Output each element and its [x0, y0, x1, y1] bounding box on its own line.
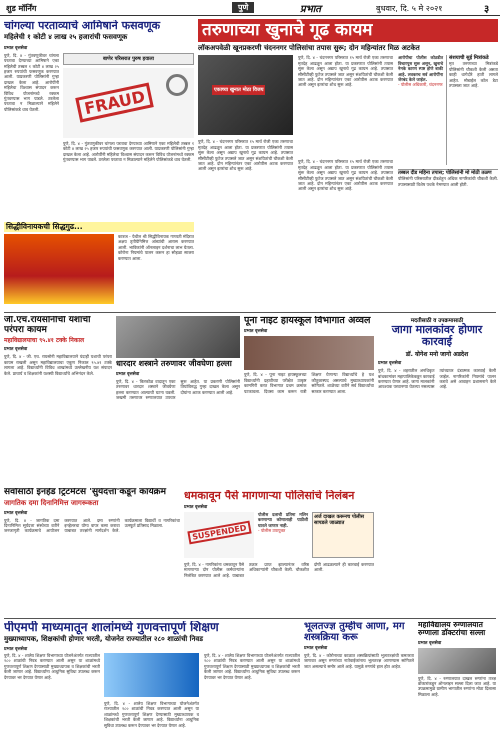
story-murder-headline: तरुणाच्या खुनाचे गूढ कायम: [202, 20, 373, 40]
story-asthma-headline: सर्वासाठी इनहेड ट्रिटमेंटस 'सुर्यदत्ता'कडून कार्यक्रम: [4, 488, 166, 497]
divider: [4, 312, 496, 313]
story-anaesthetist-headline: भूलतज्ज्ञ तुम्हीच आणा, मग शस्त्रक्रिया करू: [304, 621, 405, 643]
masthead-date: बुधवार, दि. ५ मे २०२१: [376, 4, 443, 13]
police-inset: [312, 512, 374, 558]
story-asthma-body: पुणे, दि. ४ - जागतिक दमा दिनानिमित्त सूर्यदत्ता संस्थेच्या वतीने जनजागृती कार्यक्रमाचे आयोजन करण्यात आले. दमा रुग्णांनी इनहेलरचा योग्य वापर कसा करावा याबाबत तज्ज्ञांनी मार्गदर्शन केले. कार्यक्रमाला विद्यार्थी व नागरिकांचा उत्स्फूर्त प्रतिसाद मिळाला.: [4, 517, 180, 534]
story-fraud: [4, 20, 194, 210]
masthead-left: शुड मॉर्निंग: [6, 4, 37, 13]
murder-box2: [398, 169, 498, 264]
story-attack: [116, 316, 240, 486]
page-number: ३: [484, 4, 490, 15]
murder-quote: [398, 55, 443, 165]
masthead-city: पुणे: [232, 2, 254, 13]
story-pmp-byline: प्रभात वृत्तसेवा: [4, 646, 28, 652]
story-temple: [4, 222, 194, 310]
story-murder-body-a: पुणे, दि. ४ - चंदननगर परिसरात १५ मार्च रोजी एका तरुणाचा मृतदेह आढळून आला होता. या प्रकरणात पोलिसांनी तपास सुरू केला असून अद्याप खुनाचे गूढ कायम आहे. तपासात सीसीटीव्ही फुटेज तपासले जात असून संशयितांची चौकशी केली जात आहे. दोन महिन्यांनंतर एका आरोपीस अटक करण्यात आली असून इतरांचा शोध सुरू आहे.: [298, 55, 393, 88]
masthead-paper: प्रभात: [300, 4, 322, 15]
story-night-school-headline: पूना नाइट हायस्कूल विभागात अव्वल: [244, 316, 371, 326]
fraud-sidebar-title: बाणेर परिसरात पुरुष हवाला: [63, 53, 194, 65]
story-asthma-subhead: जागतिक दमा दिनानिमित्त जागरूकता: [4, 498, 99, 507]
masthead: [0, 0, 500, 16]
story-raisoni-subhead: महाविद्यालयाचा ९५.४१ टक्के निकाल: [4, 336, 85, 344]
story-attack-byline: प्रभात वृत्तसेवा: [116, 371, 140, 377]
story-asthma: [4, 488, 180, 616]
story-land-owners-body: पुणे, दि. ४ - शहरातील अनधिकृत बांधकामांवर महापालिकेकडून कारवाई करण्यात येणार आहे. जागा मालकांनी आवश्यक परवानग्या घेतल्या नसल्यास त्यांच्यावर दंडात्मक कारवाई केली जाईल. नागरिकांनी नियमांचे पालन करावे असे आवाहन प्रशासनाने केले आहे.: [378, 368, 496, 390]
story-night-school: [244, 316, 374, 486]
story-pmp-headline: पीएमपी माध्यमातून शालांमध्ये गुणवत्तापूर्ण शिक्षण: [4, 621, 219, 634]
story-anaesthetist: [304, 621, 414, 753]
handcuff-icon: [166, 74, 188, 96]
story-pmp-body-c: पुणे, दि. ४ - शालेय शिक्षण विभागाच्या योजनेअंतर्गत राज्यातील २८० शाळांची निवड करण्यात आली असून या शाळांमध्ये गुणवत्तापूर्ण शिक्षण देण्यासाठी मुख्याध्यापक व शिक्षकांची भरती केली जाणार आहे. विद्यार्थ्यांना आधुनिक सुविधा उपलब्ध करून देण्यावर भर देण्यात येणार आहे.: [204, 653, 300, 680]
night-school-photo: [244, 336, 374, 370]
murder-photo: [198, 55, 293, 135]
story-pmp-schools: [4, 621, 300, 753]
murder-photo-caption: एकाच्या खुनात मोठा विजय: [214, 87, 264, 94]
story-land-owners-byline: प्रभात वृत्तसेवा: [378, 361, 402, 367]
story-temple-body: कात्रज - येथील श्री सिद्धीविनायक गणपती मंदिरात अक्षय तृतीयेनिमित्त आंब्यांची आरास करण्यात आली. भाविकांनी ऑनलाइन दर्शनाचा लाभ घेतला. कोरोना नियमांचे पालन करून हा सोहळा साजरा करण्यात आला.: [118, 234, 194, 261]
suspended-image: [184, 512, 254, 558]
story-fraud-body-a: पुणे, दि. ४ - गुंतवणुकीवर चांगला परतावा देण्याच्या आमिषाने एका महिलेची तब्बल १ कोटी ४ लाख २५ हजार रुपयांची फसवणूक करण्यात आली. याप्रकरणी पोलिसांनी गुन्हा दाखल केला आहे. आरोपींनी महिलेचा विश्वास संपादन करून विविध योजनांमध्ये रक्कम गुंतवण्यास भाग पाडले. ठरलेला परतावा न मिळाल्याने महिलेने पोलिसांकडे धाव घेतली.: [4, 52, 59, 112]
story-college-hospital-body: पुणे, दि. ४ - रुग्णालयात दाखल रुग्णांना तज्ज्ञ डॉक्टरांकडून ऑनलाइन सल्ला दिला जात आहे. या उपक्रमामुळे ग्रामीण भागातील रुग्णांना मोठा दिलासा मिळाला आहे.: [418, 675, 496, 697]
murder-box2-title: तब्बल दीड महिना तपास; पोलिसांनी मो मोठी तळण: [398, 170, 492, 177]
suspended-stamp: SUSPENDED: [187, 521, 251, 545]
story-murder-banner: [198, 19, 498, 42]
story-land-owners-kicker: मदतीसाठी व उपक्रमासाठी: [410, 318, 464, 324]
temple-photo: [4, 234, 114, 304]
story-pmp-body-b: पुणे, दि. ४ - शालेय शिक्षण विभागाच्या योजनेअंतर्गत राज्यातील २८० शाळांची निवड करण्यात आली असून या शाळांमध्ये गुणवत्तापूर्ण शिक्षण देण्यासाठी मुख्याध्यापक व शिक्षकांची भरती केली जाणार आहे. विद्यार्थ्यांना आधुनिक सुविधा उपलब्ध करून देण्यावर भर देण्यात येणार आहे.: [104, 701, 199, 728]
story-murder: [198, 19, 498, 269]
murder-box: [446, 55, 498, 165]
story-raisoni: [4, 316, 112, 486]
divider: [4, 618, 496, 619]
story-anaesthetist-body: पुणे, दि. ४ - कोरोनाच्या काळात शस्त्रक्रियांसाठी भूलतज्ज्ञांची कमतरता जाणवत असून रुग्णांच्या नातेवाईकांनाच भूलतज्ज्ञ आणण्यास सांगितले जात असल्याचे समोर आले आहे. यामुळे रुग्णांचे हाल होत आहेत.: [304, 653, 414, 669]
police-quote-text: पोलीस दलाची प्रतिमा मलिन करणाऱ्या कोणालाही पाठीशी घातले जाणार नाही.: [258, 512, 308, 528]
story-murder-subhead: लॉकअपवेळी खूनप्रकरणी चंदननगर पोलिसांचा तपास सुरू; दोन महिन्यांतर मिळ अटकेत: [198, 43, 420, 52]
story-murder-body-c: पुणे, दि. ४ - चंदननगर परिसरात १५ मार्च रोजी एका तरुणाचा मृतदेह आढळून आला होता. या प्रकरणात पोलिसांनी तपास सुरू केला असून अद्याप खुनाचे गूढ कायम आहे. तपासात सीसीटीव्ही फुटेज तपासले जात असून संशयितांची चौकशी केली जात आहे. दोन महिन्यांनंतर एका आरोपीस अटक करण्यात आली असून इतरांचा शोध सुरू आहे.: [298, 159, 393, 192]
pmp-photo: [104, 653, 199, 697]
story-pmp-body-a: पुणे, दि. ४ - शालेय शिक्षण विभागाच्या योजनेअंतर्गत राज्यातील २८० शाळांची निवड करण्यात आली असून या शाळांमध्ये गुणवत्तापूर्ण शिक्षण देण्यासाठी मुख्याध्यापक व शिक्षकांची भरती केली जाणार आहे. विद्यार्थ्यांना आधुनिक सुविधा उपलब्ध करून देण्यावर भर देण्यात येणार आहे.: [4, 653, 100, 680]
story-temple-headline: सिद्धीविनायकची सिद्धगुढ...: [4, 222, 194, 232]
fraud-stamp: FRAUD: [75, 82, 154, 122]
murder-quote-text: आरोपीचा पोलीस कोठडीत विचारपूस सुरू असून, खुनाचे नेमके कारण स्पष्ट होणे बाकी आहे. लवकरच सर्व आरोपींना जेरबंद केले जाईल.: [398, 55, 443, 82]
story-police-headline: धमकावून पैसे मागणाऱ्या पोलिसांचे निलंबन: [184, 490, 355, 502]
story-fraud-body-b: पुणे, दि. ४ - गुंतवणुकीवर चांगला परतावा देण्याच्या आमिषाने एका महिलेची तब्बल १ कोटी ४ लाख २५ हजार रुपयांची फसवणूक करण्यात आली. याप्रकरणी पोलिसांनी गुन्हा दाखल केला आहे. आरोपींनी महिलेचा विश्वास संपादन करून विविध योजनांमध्ये रक्कम गुंतवण्यास भाग पाडले. ठरलेला परतावा न मिळाल्याने महिलेने पोलिसांकडे धाव घेतली.: [63, 140, 194, 162]
hospital-photo: [418, 648, 496, 674]
story-fraud-headline: चांगल्या परताव्याचे आमिषाने फसवणूक: [4, 20, 161, 32]
story-raisoni-byline: प्रभात वृत्तसेवा: [4, 347, 28, 353]
fraud-image: [63, 68, 194, 138]
story-fraud-byline: प्रभात वृत्तसेवा: [4, 45, 28, 51]
story-land-owners-headline: जागा मालकांवर होणार कारवाई: [391, 323, 483, 349]
murder-box-body: मृत तरुणाच्या मित्रांकडे पोलिसांनी चौकशी केली असता काही धागेदोरे हाती लागले आहेत. मोबाईल कॉल डेटा तपासला जात आहे.: [449, 61, 498, 88]
story-raisoni-headline: जी.एच.रायसोनीची यशाची परंपरा कायम: [4, 316, 91, 335]
story-college-hospital: [418, 621, 496, 753]
story-night-school-byline: प्रभात वृत्तसेवा: [244, 329, 268, 335]
police-quote-by: - पोलीस उपायुक्त: [258, 528, 286, 534]
story-police-suspended: [184, 490, 374, 616]
story-college-hospital-byline: प्रभात वृत्तसेवा: [418, 640, 442, 646]
story-anaesthetist-byline: प्रभात वृत्तसेवा: [304, 646, 328, 651]
story-asthma-byline: प्रभात वृत्तसेवा: [4, 510, 28, 516]
attack-photo: [116, 316, 240, 358]
murder-box-title: संशयाची सुई मित्रांकडे: [449, 55, 489, 62]
police-quote: [258, 512, 308, 558]
story-attack-headline: धारदार शस्त्राने तरुणावर जीवघेणा हल्ला: [116, 359, 232, 368]
murder-box2-body: पोलिसांनी परिसरातील दीडशेहून अधिक नागरिकांची चौकशी केली. तपासासाठी विशेष पथके नेमण्यात आली होती.: [398, 176, 498, 187]
murder-quote-by: - पोलीस अधिकारी, चंदननगर: [398, 82, 443, 88]
police-inset-title: अर्ज दाखल करूनच पोलीस सापडले जाळ्यात: [314, 514, 365, 526]
story-police-body: पुणे, दि. ४ - नागरिकांना धमकावून पैसे मागणाऱ्या दोन पोलीस कर्मचाऱ्यांना निलंबित करण्यात आले आहे. याबाबत तक्रार प्राप्त झाल्यानंतर वरिष्ठ अधिकाऱ्यांनी चौकशी केली. चौकशीत दोषी आढळल्याने ही कारवाई करण्यात आली.: [184, 562, 374, 578]
story-land-owners-author: डॉ. योगेश मनो जागो अडदेश: [405, 351, 469, 359]
story-night-school-body: पुणे, दि. ४ - पूना नाइट हायस्कूलच्या विद्यार्थ्यांनी दहावीच्या परीक्षेत उत्कृष्ट कामगिरी करत विभागात प्रथम क्रमांक पटकावला. दिवसा काम करून रात्री शिक्षण घेणाऱ्या विद्यार्थ्यांचे हे यश कौतुकास्पद असल्याचे मुख्याध्यापकांनी सांगितले. शाळेच्या वतीने सर्व विद्यार्थ्यांचा सत्कार करण्यात आला.: [244, 372, 374, 394]
story-land-owners: [378, 316, 496, 546]
story-college-hospital-headline: महाविद्यालय रुग्णालयात रुग्णाला डॉक्टरांचा सल्ला: [418, 621, 486, 638]
story-attack-body: पुणे, दि. ४ - किरकोळ वादातून एका तरुणावर धारदार शस्त्राने जीवघेणा हल्ला करण्यात आल्याची घटना घडली. जखमी तरुणावर रुग्णालयात उपचार सुरू आहेत. या प्रकरणी पोलिसांनी तिघांविरुद्ध गुन्हा दाखल केला असून दोघांना अटक करण्यात आली आहे.: [116, 378, 240, 401]
story-police-byline: प्रभात वृत्तसेवा: [184, 505, 208, 511]
story-raisoni-body: पुणे, दि. ४ - जी. एच. रायसोनी महाविद्यालयाने यंदाही यशाची परंपरा कायम राखली असून महाविद्यालयाचा एकूण निकाल ९५.४१ टक्के लागला आहे. विद्यार्थ्यांनी विविध शाखांमध्ये उल्लेखनीय यश संपादन केले. प्राचार्य व शिक्षकांनी यशस्वी विद्यार्थ्यांचे अभिनंदन केले.: [4, 354, 112, 376]
story-fraud-subhead: महिलेची १ कोटी ४ लाख २५ हजारांची फसवणूक: [4, 33, 128, 42]
story-murder-body-b: पुणे, दि. ४ - चंदननगर परिसरात १५ मार्च रोजी एका तरुणाचा मृतदेह आढळून आला होता. या प्रकरणात पोलिसांनी तपास सुरू केला असून अद्याप खुनाचे गूढ कायम आहे. तपासात सीसीटीव्ही फुटेज तपासले जात असून संशयितांची चौकशी केली जात आहे. दोन महिन्यांनंतर एका आरोपीस अटक करण्यात आली असून इतरांचा शोध सुरू आहे.: [198, 139, 293, 172]
story-pmp-subhead: मुख्याध्यापक, शिक्षकांची होणार भरती, योजनेत राज्यातील २८० शाळांची निवड: [4, 635, 203, 644]
